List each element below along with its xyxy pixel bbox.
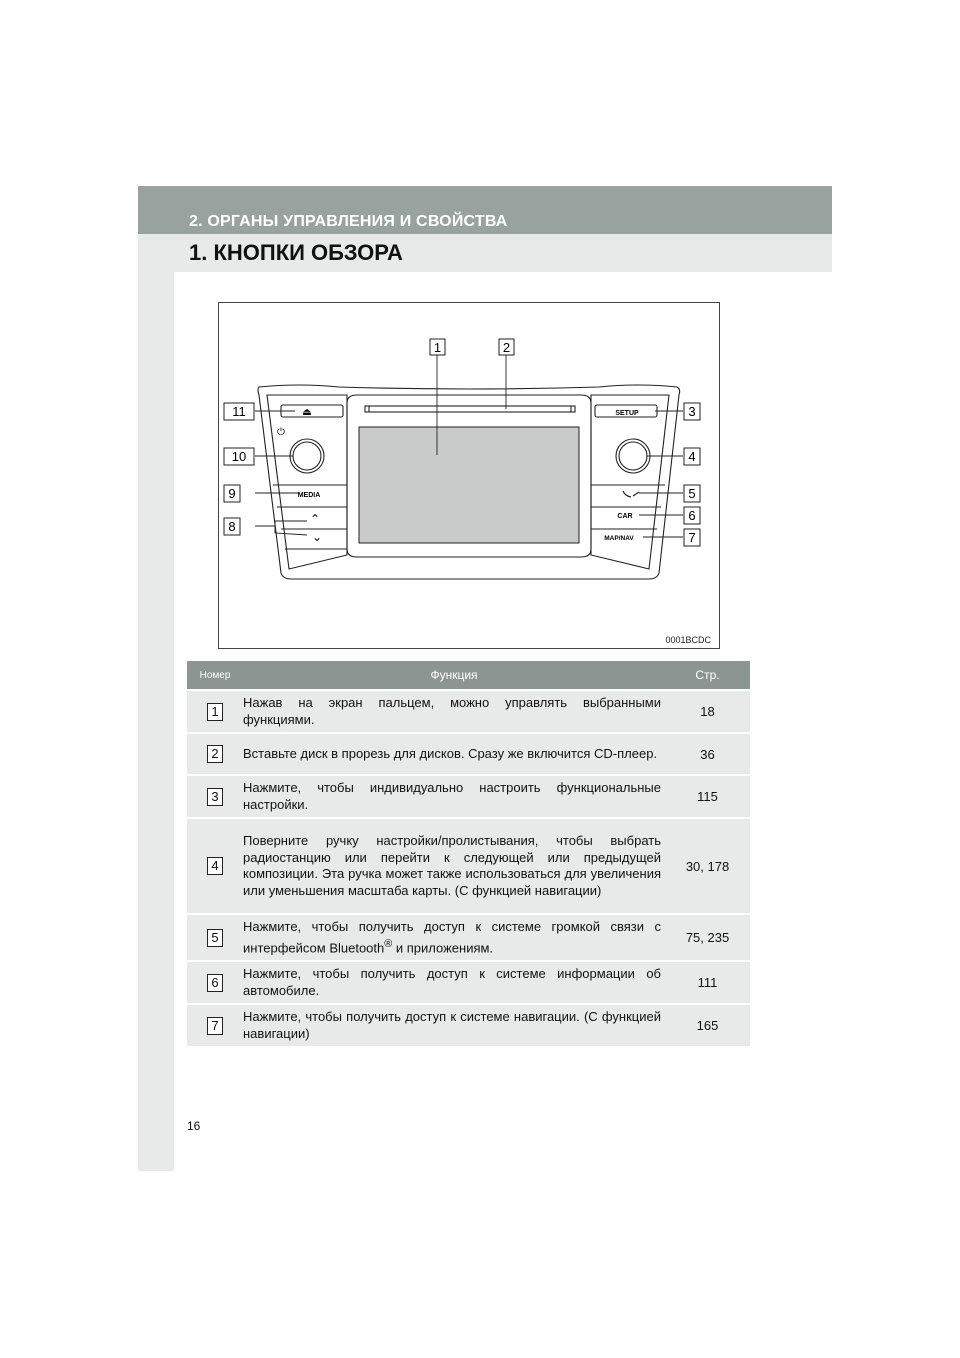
callout-10: 10: [231, 449, 247, 464]
callout-2: 2: [502, 340, 511, 355]
table-row: [187, 818, 750, 914]
row-page: 30, 178: [665, 818, 750, 914]
section-header: [138, 186, 832, 234]
callout-4: 4: [688, 449, 696, 464]
table-row: [187, 961, 750, 1004]
page-title-bar: [138, 234, 832, 272]
up-arrow-icon: ⌃: [309, 512, 321, 526]
callout-8: 8: [228, 519, 236, 534]
table-row: [187, 914, 750, 961]
head-unit-illustration: [218, 302, 720, 649]
row-page: 111: [665, 961, 750, 1004]
page-title: 1. КНОПКИ ОБЗОРА: [189, 240, 403, 265]
row-number-badge: 6: [207, 974, 223, 992]
table-row: [187, 775, 750, 818]
row-description-text: Нажмите, чтобы получить доступ к системе громкой связи с интерфейсом Bluetooth: [243, 919, 661, 955]
row-number-badge: 4: [207, 857, 223, 875]
figure-code: 0001BCDC: [665, 635, 711, 645]
callout-6: 6: [688, 508, 696, 523]
callout-5: 5: [688, 486, 696, 501]
row-description: Нажмите, чтобы индивидуально настроить функциональные настройки.: [243, 775, 665, 818]
table-header-row: [187, 661, 750, 690]
setup-button-label: SETUP: [615, 410, 639, 417]
callout-7: 7: [688, 530, 696, 545]
row-description: Нажмите, чтобы получить доступ к системе информации об автомобиле.: [243, 961, 665, 1004]
left-margin-band: [138, 186, 174, 1171]
table-row: [187, 733, 750, 775]
header-number: Номер: [187, 661, 243, 690]
header-page: Стр.: [665, 661, 750, 690]
row-description: Поверните ручку настройки/пролистывания, чтобы выбрать радиостанцию или перейти к следующей или предыдущей композиции. Эта ручка может также использоваться для увеличения или уменьшения масштаба карты. (С функцией навигации): [243, 818, 665, 914]
row-number-badge: 1: [207, 703, 223, 721]
down-arrow-icon: ⌄: [311, 530, 323, 544]
table-row: [187, 690, 750, 733]
callout-3: 3: [688, 404, 696, 419]
row-number-badge: 5: [207, 929, 223, 947]
table-row: [187, 1004, 750, 1046]
header-function: Функция: [243, 661, 665, 690]
row-page: 36: [665, 733, 750, 775]
page-number: 16: [187, 1119, 201, 1133]
head-unit-drawing: [219, 303, 719, 648]
section-title: 2. ОРГАНЫ УПРАВЛЕНИЯ И СВОЙСТВА: [189, 213, 508, 230]
car-button-label: CAR: [617, 513, 633, 520]
phone-icon: [623, 491, 639, 497]
registered-mark: ®: [384, 937, 393, 950]
eject-icon: ⏏: [302, 407, 312, 418]
map-nav-button-label: MAP/NAV: [604, 535, 634, 542]
row-description: Нажмите, чтобы получить доступ к системе навигации. (С функцией навигации): [243, 1004, 665, 1046]
row-number-badge: 2: [207, 745, 223, 763]
callout-1: 1: [433, 340, 442, 355]
callout-9: 9: [228, 486, 236, 501]
row-number-badge: 3: [207, 788, 223, 806]
row-page: 18: [665, 690, 750, 733]
row-page: 165: [665, 1004, 750, 1046]
row-description: Нажав на экран пальцем, можно управлять выбранными функциями.: [243, 690, 665, 733]
power-icon: ⏻: [277, 427, 285, 438]
function-table: [187, 661, 750, 1046]
row-description: Вставьте диск в прорезь для дисков. Сразу же включится CD-плеер.: [243, 733, 665, 775]
callout-11: 11: [232, 404, 246, 419]
row-page: 75, 235: [665, 914, 750, 961]
row-page: 115: [665, 775, 750, 818]
media-button-label: MEDIA: [297, 492, 321, 499]
row-number-badge: 7: [207, 1017, 223, 1035]
row-description: [243, 914, 665, 961]
row-description-text-end: и приложениям.: [392, 939, 494, 955]
